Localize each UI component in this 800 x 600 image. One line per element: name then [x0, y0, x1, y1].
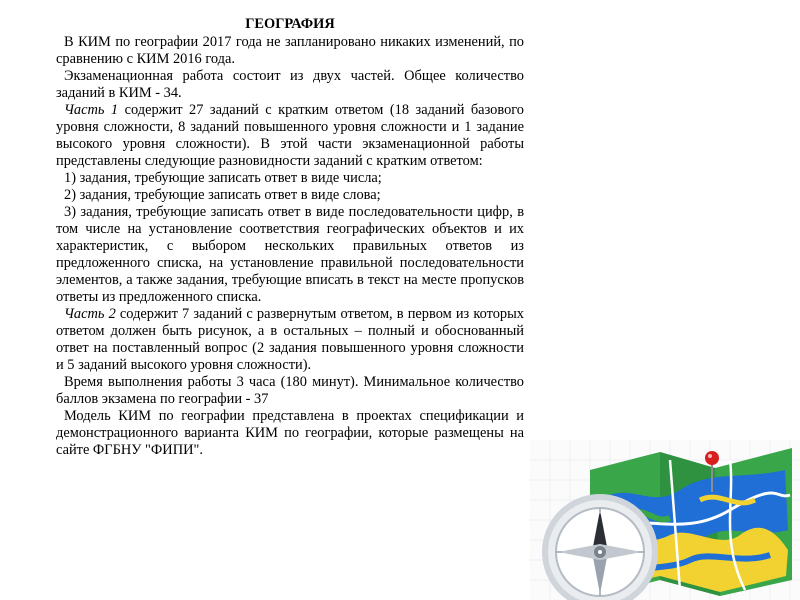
- part1-text: содержит 27 заданий с кратким ответом (18 заданий базового уровня сложности, 8 заданий повышенного уровня сложности и 1 задание высокого уровня сложности). В этой части экзаменационной работы представлены следующие разновидности заданий с кратким ответом:: [56, 102, 524, 169]
- part2-text: содержит 7 заданий с развернутым ответом, в первом из которых ответом должен быть рисунок, а в остальных – полный и обоснованный ответ на поставленный вопрос (2 задания повышенного уровня сложности и 5 заданий высокого уровня сложности).: [56, 306, 524, 373]
- list-item-1: 1) задания, требующие записать ответ в виде числа;: [64, 170, 382, 186]
- paragraph-structure: Экзаменационная работа состоит из двух частей. Общее количество заданий в КИМ - 34.: [56, 68, 524, 101]
- paragraph-part1: [56, 102, 524, 170]
- paragraph-intro: В КИМ по географии 2017 года не запланировано никаких изменений, по сравнению с КИМ 2016 года.: [56, 34, 524, 67]
- document-title: ГЕОГРАФИЯ: [245, 16, 335, 32]
- part2-label: Часть 2: [64, 306, 116, 322]
- paragraph-time: Время выполнения работы 3 часа (180 минут). Минимальное количество баллов экзамена по географии - 37: [56, 374, 524, 407]
- list-item-2: 2) задания, требующие записать ответ в виде слова;: [64, 187, 381, 203]
- document-body: [56, 16, 524, 459]
- part1-label: Часть 1: [64, 102, 119, 118]
- map-compass-icon: [530, 440, 800, 600]
- list-item-3: 3) задания, требующие записать ответ в виде последовательности цифр, в том числе на установление соответствия географических объектов и их характеристик, с выбором нескольких правильных ответов из предложенного списка, на установление правильной последовательности элементов, а также задания, требующие вписать в текст на месте пропусков ответы из предложенного списка.: [56, 204, 524, 305]
- paragraph-model: Модель КИМ по географии представлена в проектах спецификации и демонстрационного варианта КИМ по географии, которые размещены на сайте ФГБНУ "ФИПИ".: [56, 408, 524, 458]
- paragraph-part2: [56, 306, 524, 374]
